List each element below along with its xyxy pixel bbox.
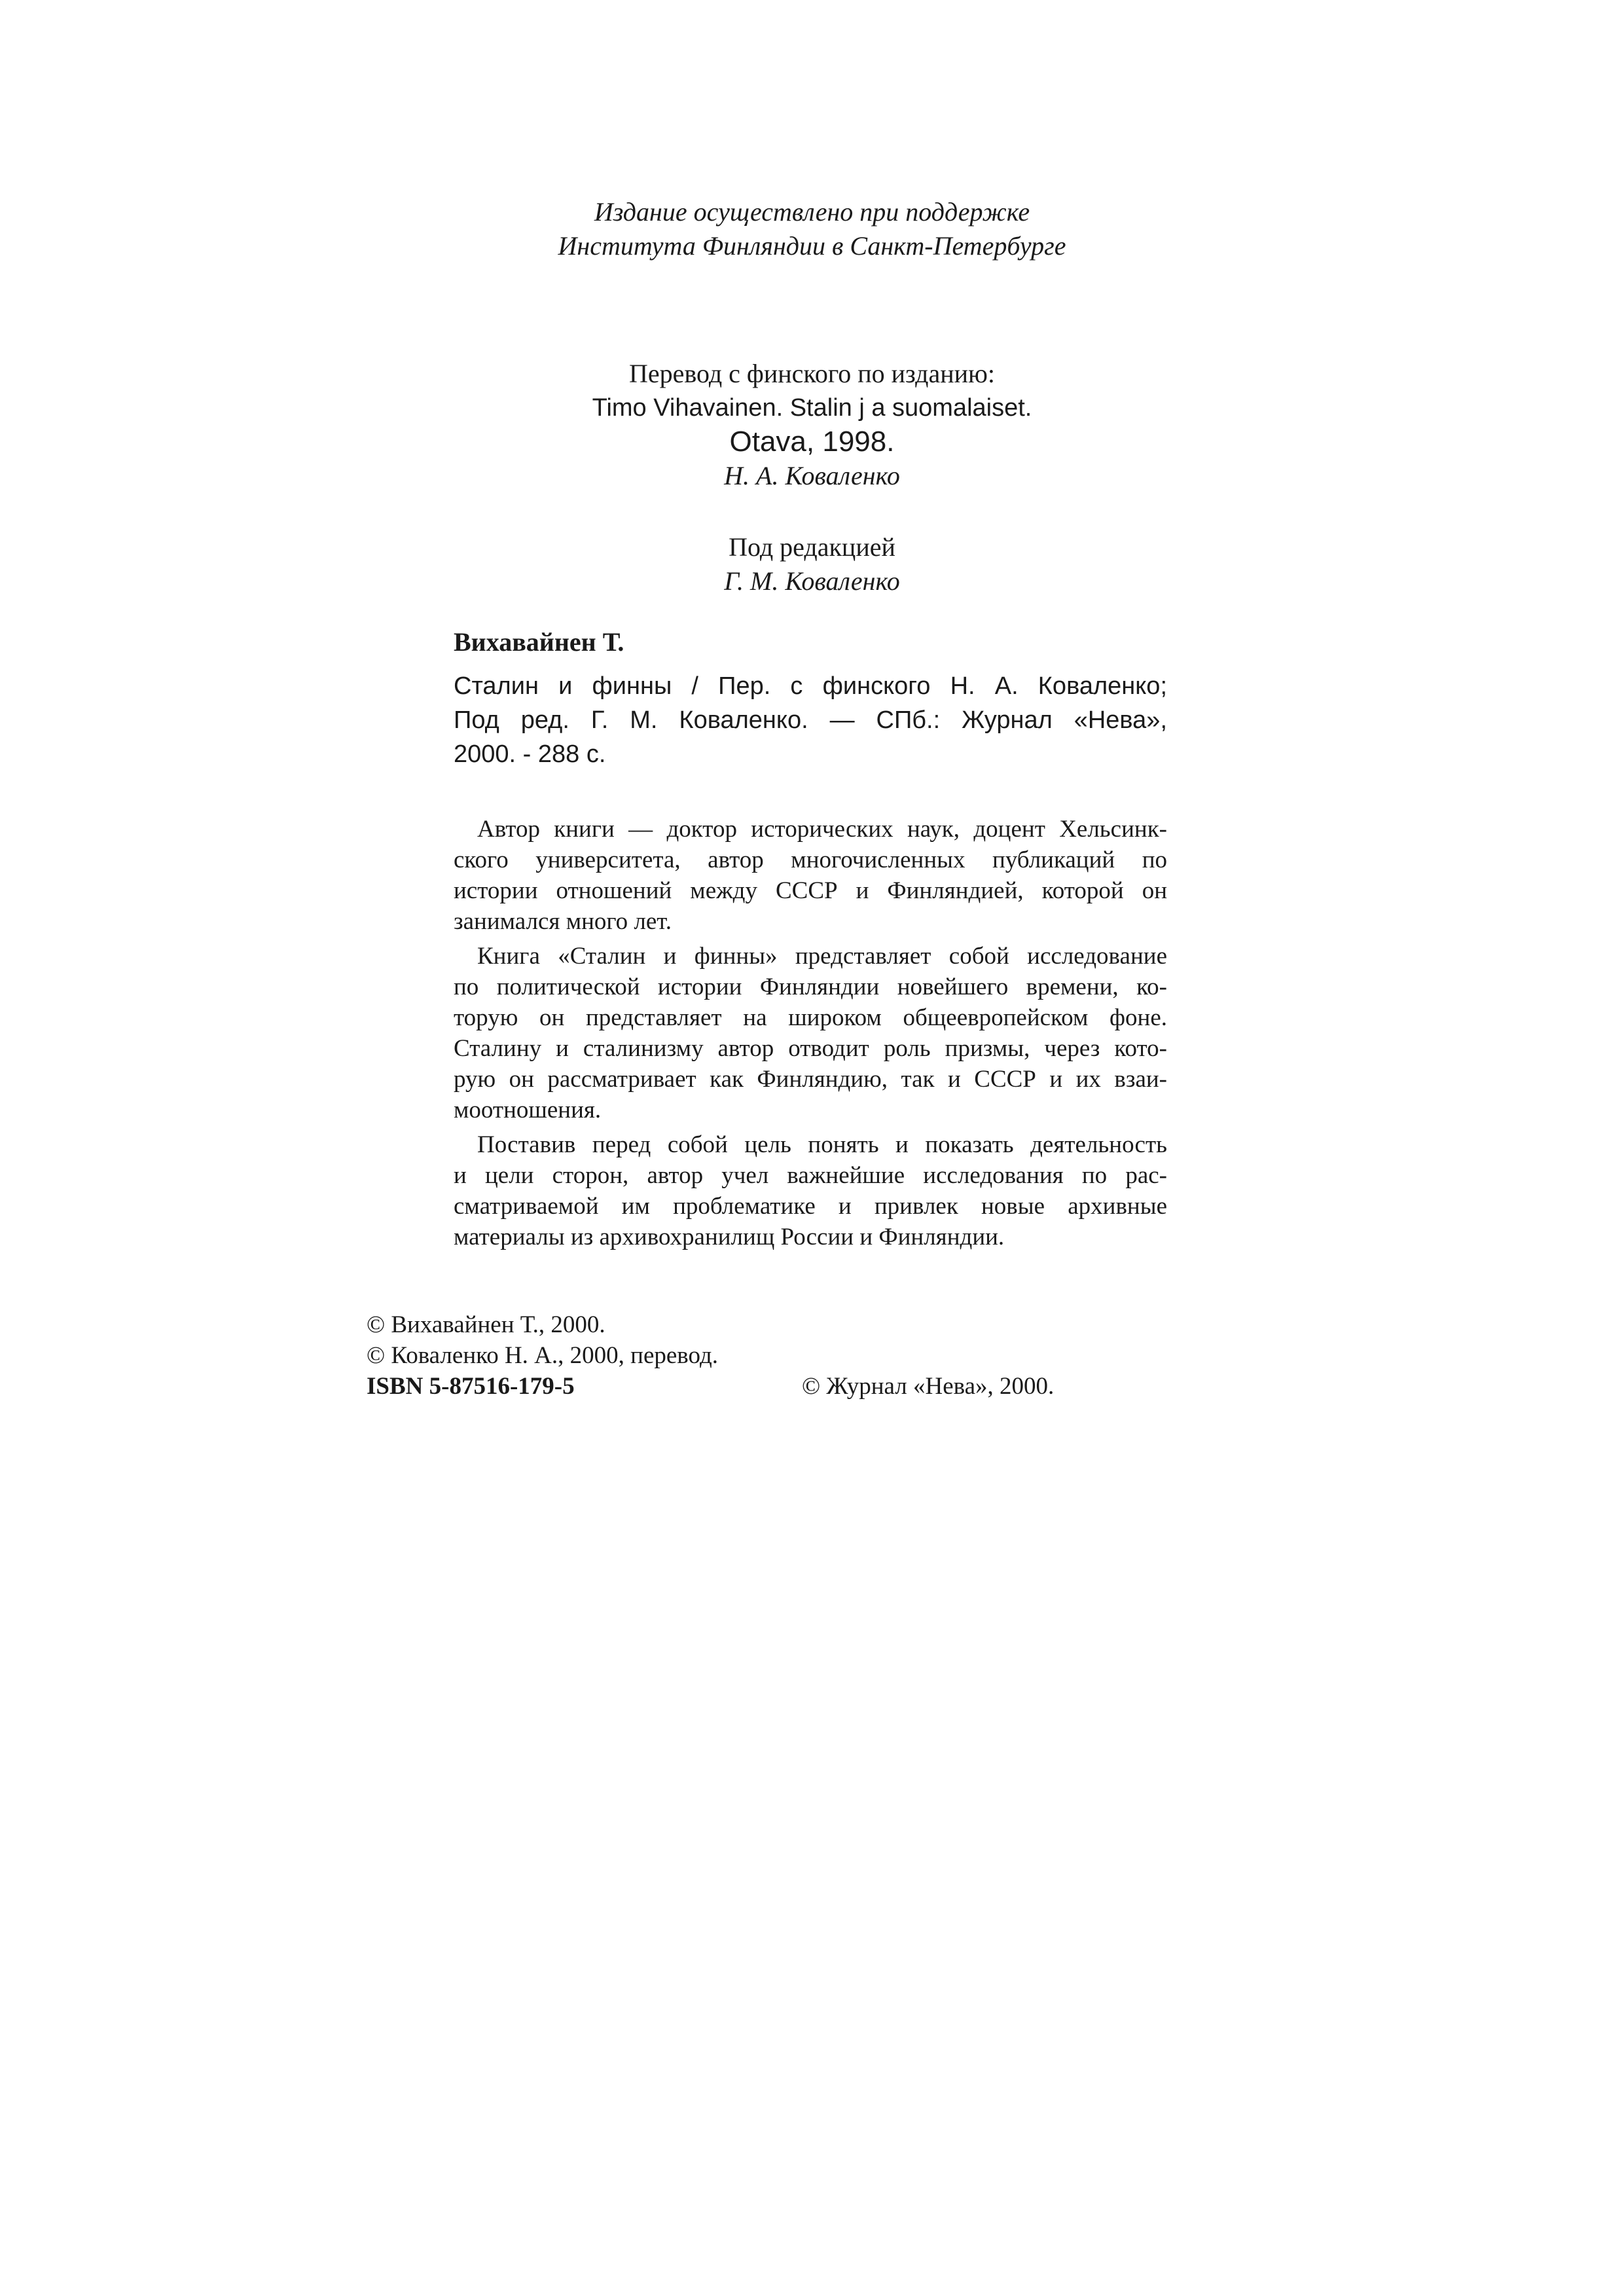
- annotation-line: истории отношений между СССР и Финляндией, которой он: [454, 877, 1167, 904]
- annotation-line: рую он рассматривает как Финляндию, так и СССР и их взаи-: [454, 1066, 1167, 1093]
- catalog-line: Под ред. Г. М. Коваленко. — СПб.: Журнал «Нева»,: [454, 706, 1167, 734]
- annotation-line: материалы из архивохранилищ России и Финляндии.: [454, 1224, 1005, 1250]
- copyright-block: [367, 1309, 1283, 1402]
- annotation: [454, 814, 1167, 1256]
- copyright-journal: © Журнал «Нева», 2000.: [802, 1373, 1055, 1400]
- catalog-line: Сталин и финны / Пер. с финского Н. А. Коваленко;: [454, 672, 1167, 700]
- annotation-paragraph: [454, 941, 1167, 1125]
- annotation-line: Книга «Сталин и финны» представляет собой исследование: [477, 943, 1167, 970]
- annotation-line: и цели сторон, автор учел важнейшие исследования по рас-: [454, 1162, 1167, 1189]
- annotation-line: по политической истории Финляндии новейшего времени, ко-: [454, 974, 1167, 1000]
- copyright-isbn-row: [367, 1371, 1283, 1402]
- translation-source-label: Перевод с финского по изданию:: [628, 359, 996, 388]
- annotation-line: Поставив перед собой цель понять и показать деятельность: [477, 1131, 1167, 1158]
- annotation-paragraph: [454, 1129, 1167, 1252]
- annotation-line: моотношения.: [454, 1097, 602, 1123]
- annotation-line: Автор книги — доктор исторических наук, доцент Хельсинк-: [477, 816, 1167, 843]
- annotation-line: занимался много лет.: [454, 908, 672, 935]
- editor-name: Г. М. Коваленко: [724, 566, 900, 596]
- isbn: ISBN 5-87516-179-5: [367, 1373, 575, 1400]
- annotation-paragraph: [454, 814, 1167, 937]
- copyright-author: © Вихавайнен Т., 2000.: [367, 1311, 605, 1338]
- annotation-line: ского университета, автор многочисленных публикаций по: [454, 847, 1167, 873]
- editor-label: Под редакцией: [729, 532, 895, 562]
- copyright-translator: © Коваленко Н. А., 2000, перевод.: [367, 1342, 719, 1369]
- original-title: Timo Vihavainen. Stalin j a suomalaiset.: [592, 394, 1032, 422]
- annotation-line: торую он представляет на широком общеевропейском фоне.: [454, 1004, 1167, 1031]
- catalog-author: Вихавайнен Т.: [454, 627, 624, 657]
- annotation-line: сматриваемой им проблематике и привлек новые архивные: [454, 1193, 1167, 1220]
- support-line-1: Издание осуществлено при поддержке: [594, 197, 1030, 227]
- translator-name: Н. А. Коваленко: [724, 461, 900, 490]
- catalog-line: 2000. - 288 с.: [454, 740, 606, 768]
- translation-info: [0, 357, 1624, 493]
- original-publisher: Otava, 1998.: [729, 426, 895, 458]
- support-line-2: Института Финляндии в Санкт-Петербурге: [558, 231, 1066, 261]
- support-notice: [0, 195, 1624, 263]
- catalog-description: [454, 669, 1167, 771]
- editor-info: [0, 530, 1624, 598]
- annotation-line: Сталину и сталинизму автор отводит роль призмы, через кото-: [454, 1035, 1167, 1062]
